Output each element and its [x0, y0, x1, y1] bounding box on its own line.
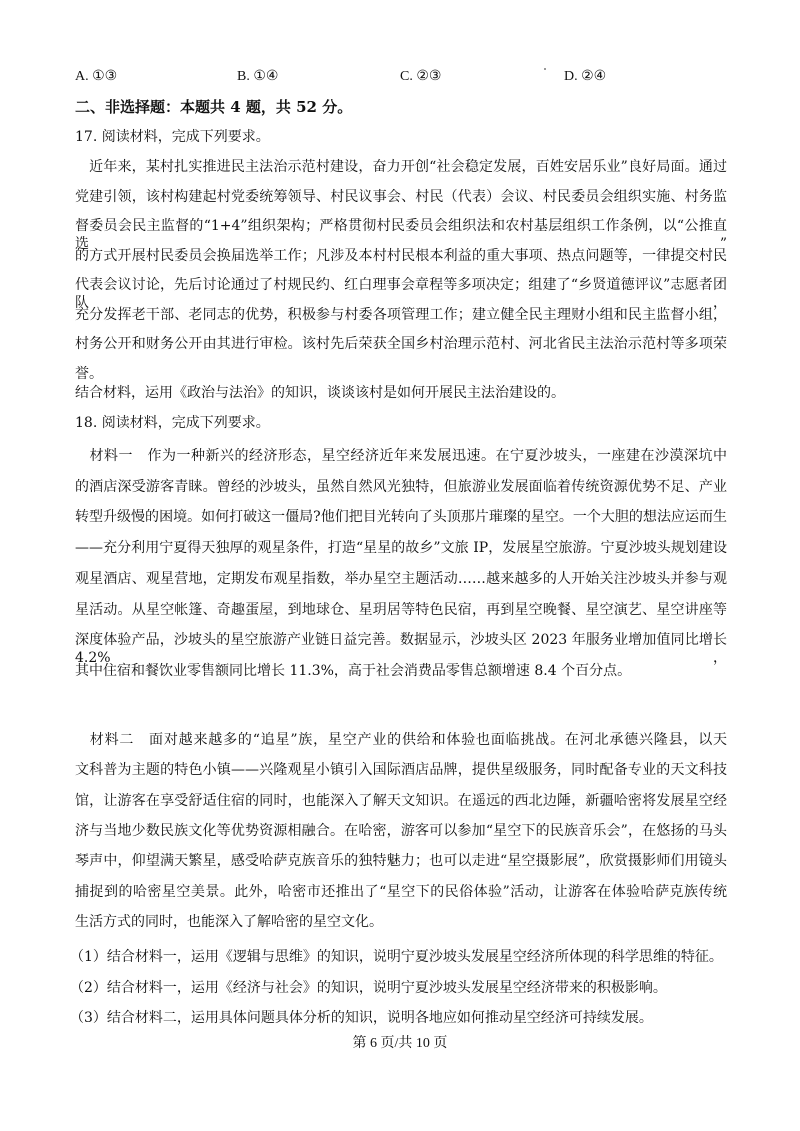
material-line: 深度体验产品，沙坡头的星空旅游产业链日益完善。数据显示，沙坡头区 2023 年服务业增加值同比增长 4.2%， [75, 632, 727, 667]
material-line: 捕捉到的哈密星空美景。此外，哈密市还推出了“星空下的民俗体验”活动，让游客在体验哈萨克族传统 [75, 883, 727, 900]
material-line: 馆，让游客在享受舒适住宿的同时，也能深入了解天文知识。在遥远的西北边陲，新疆哈密将发展星空经 [75, 792, 727, 809]
section-heading: 二、非选择题：本题共 4 题，共 52 分。 [75, 98, 353, 116]
paragraph-line: 代表会议讨论，先后讨论通过了村规民约、红白理事会章程等多项决定；组建了“乡贤道德评议”志愿者团队， [75, 277, 727, 311]
paragraph-line: 誉。 [75, 365, 103, 382]
q17-stem: 17. 阅读材料，完成下列要求。 [75, 129, 270, 145]
page-footer: 第 6 页/共 10 页 [352, 1036, 448, 1051]
material-line: 济与当地少数民族文化等优势资源相融合。在哈密，游客可以参加“星空下的民族音乐会”，在悠扬的马头 [75, 822, 727, 839]
task-item: （3）结合材料二，运用具体问题具体分析的知识，说明各地应如何推动星空经济可持续发展。 [70, 1010, 653, 1026]
paragraph-line: 近年来，某村扎实推进民主法治示范村建设，奋力开创“社会稳定发展，百姓安居乐业”良好局面。通过 [75, 159, 727, 175]
material-line: 材料一 作为一种新兴的经济形态，星空经济近年来发展迅速。在宁夏沙坡头，一座建在沙漠深坑中 [75, 448, 727, 464]
material-line: 观星酒店、观星营地，定期发布观星指数，举办星空主题活动……越来越多的人开始关注沙坡头并参与观 [75, 570, 727, 587]
material-line: 琴声中，仰望满天繁星，感受哈萨克族音乐的独特魅力；也可以走进“星空摄影展”，欣赏摄影师们用镜头 [75, 853, 727, 870]
material-line: 星活动。从星空帐篷、奇趣蛋屋，到地球仓、星玥居等特色民宿，再到星空晚餐、星空演艺、星空讲座等 [75, 601, 727, 618]
option-d: D. ②④ [564, 69, 607, 84]
q17-task: 结合材料，运用《政治与法治》的知识，谈谈该村是如何开展民主法治建设的。 [75, 385, 565, 401]
scan-speck [544, 68, 546, 70]
task-item: （1）结合材料一，运用《逻辑与思维》的知识，说明宁夏沙坡头发展星空经济所体现的科学思维的特征。 [70, 949, 723, 965]
paragraph-line: 村务公开和财务公开由其进行审检。该村先后荣获全国乡村治理示范村、河北省民主法治示范村等多项荣 [75, 336, 727, 352]
paragraph-line: 充分发挥老干部、老同志的优势，积极参与村委各项管理工作；建立健全民主理财小组和民主监督小组， [75, 306, 727, 323]
option-b: B. ①④ [237, 69, 279, 84]
material-line: 的酒店深受游客青睐。曾经的沙坡头，虽然自然风光独特，但旅游业发展面临着传统资源优势不足、产业 [75, 478, 727, 495]
option-a: A. ①③ [75, 69, 118, 84]
material-line: 转型升级慢的困境。如何打破这一僵局?他们把目光转向了头顶那片璀璨的星空。一个大胆的想法应运而生 [75, 509, 727, 526]
paragraph-line: 督委员会民主监督的“1+4”组织架构；严格贯彻村民委员会组织法和农村基层组织工作条例，以“公推直选” [75, 218, 727, 252]
material-line: 材料二 面对越来越多的“追星”族，星空产业的供给和体验也面临挑战。在河北承德兴隆县，以天 [75, 732, 727, 748]
paragraph-line: 的方式开展村民委员会换届选举工作；凡涉及本村村民根本利益的重大事项、热点问题等，一律提交村民 [75, 247, 727, 264]
material-line: ——充分利用宁夏得天独厚的观星条件，打造“星星的故乡”文旅 IP，发展星空旅游。宁夏沙坡头规划建设 [75, 540, 727, 557]
material-line: 其中住宿和餐饮业零售额同比增长 11.3%，高于社会消费品零售总额增速 8.4 个百分点。 [75, 662, 632, 679]
material-line: 文科普为主题的特色小镇——兴隆观星小镇引入国际酒店品牌，提供星级服务，同时配备专业的天文科技 [75, 762, 727, 779]
option-c: C. ②③ [400, 69, 442, 84]
material-line: 生活方式的同时，也能深入了解哈密的星空文化。 [75, 913, 383, 930]
task-item: （2）结合材料一，运用《经济与社会》的知识，说明宁夏沙坡头发展星空经济带来的积极影响。 [70, 979, 667, 996]
q18-stem: 18. 阅读材料，完成下列要求。 [75, 415, 270, 431]
paragraph-line: 党建引领，该村构建起村党委统筹领导、村民议事会、村民（代表）会议、村民委员会组织实施、村务监 [75, 188, 727, 205]
